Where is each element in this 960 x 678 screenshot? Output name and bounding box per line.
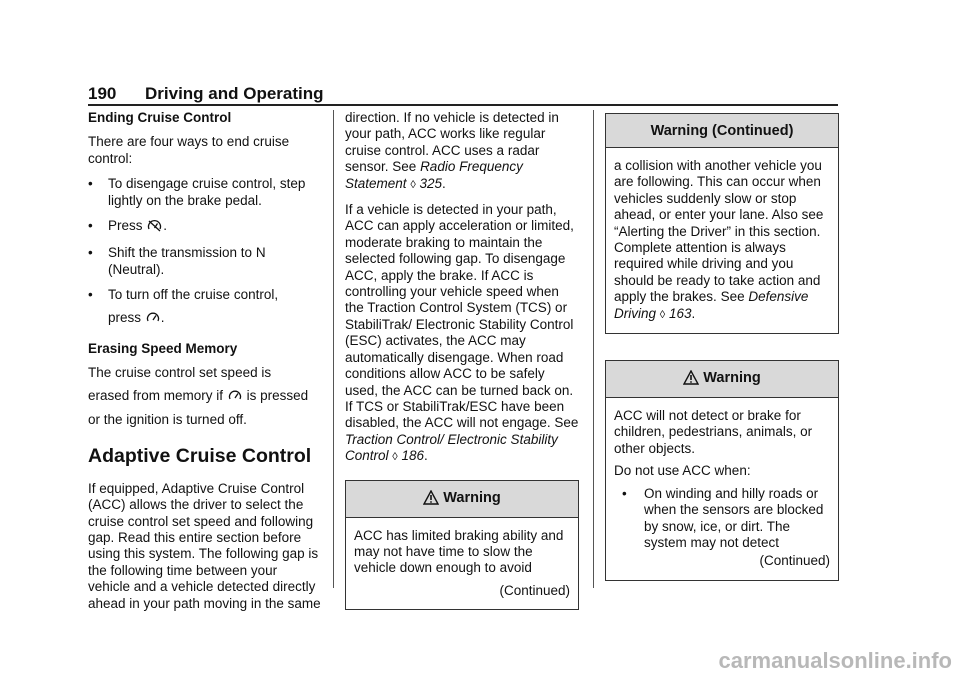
acc-intro-text: If equipped, Adaptive Cruise Control (ACC) allows the driver to select the cruise control set speed and following gap. Read this entire section before using this system. The following gap is the following time between your vehicle and a vehicle detected directly ahead in your path moving in the same <box>88 480 321 611</box>
warning-header <box>606 114 838 148</box>
warning-text <box>614 158 830 323</box>
erasing-text-a: erased from memory if <box>88 387 224 403</box>
erasing-speed-text-1: The cruise control set speed is <box>88 365 272 381</box>
page-header <box>88 84 838 106</box>
column-1 <box>88 110 322 621</box>
watermark-text: carmanualsonline.info <box>718 648 952 673</box>
bullet-text: On winding and hilly roads or when the sensors are blocked by snow, ice, or dirt. The system may not detect <box>644 485 824 550</box>
warning-triangle-icon <box>683 370 699 390</box>
warning-text: ACC will not detect or brake for children, pedestrians, animals, or other objects. <box>614 408 813 456</box>
adaptive-cruise-heading: Adaptive Cruise Control <box>88 444 312 467</box>
watermark <box>0 648 960 678</box>
xref-arrow: ◊ <box>659 308 666 321</box>
list-item <box>88 287 322 328</box>
bullet-text: Press <box>108 218 143 234</box>
list-item <box>88 176 322 209</box>
xref-arrow: ◊ <box>392 451 398 464</box>
warning-title: Warning <box>443 489 501 506</box>
cruise-onoff-icon <box>146 311 160 328</box>
xref-arrow: ◊ <box>410 178 416 191</box>
column-3 <box>605 110 839 581</box>
period: . <box>160 309 165 325</box>
erasing-text-b: is pressed <box>246 387 309 403</box>
warning-triangle-icon <box>423 490 439 510</box>
warning-text: Do not use ACC when: <box>614 463 751 479</box>
column-2 <box>345 110 579 610</box>
bullet-marker: • <box>88 176 93 192</box>
defensive-driving-link[interactable]: Defensive Driving <box>614 289 809 321</box>
cruise-onoff-icon <box>228 389 242 406</box>
warning-body <box>346 518 578 610</box>
page-ref[interactable]: 186 <box>401 448 425 464</box>
period: . <box>163 218 168 234</box>
warning-body <box>606 398 838 580</box>
acc-paragraph-1 <box>345 110 579 193</box>
list-item <box>88 218 322 236</box>
warning-text: ACC has limited braking ability and may not have time to slow the vehicle down enough to avoid <box>354 527 564 576</box>
warning-text-main: a collision with another vehicle you are following. This can occur when vehicles suddenly slow or stop ahead, or enter your lane. Also see “Alerting the Driver” in this section. Complete attention is always required while driving and you should be ready to take action and apply the brakes. See <box>614 158 824 305</box>
column-divider-2 <box>593 110 594 588</box>
ending-cruise-heading: Ending Cruise Control <box>88 110 232 125</box>
warning-box <box>605 360 839 581</box>
erasing-speed-text-2 <box>88 388 322 406</box>
page-ref[interactable]: 325 <box>419 175 443 191</box>
radio-frequency-link[interactable]: Radio Frequency Statement <box>345 159 523 191</box>
bullet-marker: • <box>88 245 93 261</box>
warning-box <box>605 113 839 334</box>
bullet-text: Shift the transmission to N (Neutral). <box>108 245 266 277</box>
acc-paragraph-2-text: If a vehicle is detected in your path, ACC can apply acceleration or limited, moderate braking to maintain the selected following gap. To disengage ACC, apply the brake. If ACC is controlling your vehicle speed when the Traction Control System (TCS) or StabiliTrak/ Electronic Stability Control (ESC) activates, the ACC may automatically disengage. When road conditions allow ACC to be safely used, the ACC can be turned back on. If TCS or StabiliTrak/ESC have been disabled, the ACC will not engage. See <box>345 202 579 431</box>
continued-label: (Continued) <box>759 553 830 569</box>
bullet-text: To disengage cruise control, step lightly on the brake pedal. <box>108 176 306 208</box>
bullet-text: press <box>108 309 142 325</box>
bullet-marker: • <box>88 218 93 234</box>
acc-paragraph-2 <box>345 202 579 466</box>
warning-title: Warning (Continued) <box>650 123 794 139</box>
column-divider-1 <box>333 110 334 588</box>
warning-box <box>345 480 579 611</box>
erasing-speed-text-3: or the ignition is turned off. <box>88 412 247 428</box>
list-item <box>88 245 322 278</box>
period: . <box>424 448 428 464</box>
list-item <box>614 486 830 552</box>
erasing-speed-heading: Erasing Speed Memory <box>88 341 238 357</box>
section-title: Driving and Operating <box>145 84 324 103</box>
continued-label: (Continued) <box>499 582 570 598</box>
period: . <box>442 175 446 191</box>
warning-title: Warning <box>703 370 761 387</box>
cruise-cancel-icon <box>147 219 162 236</box>
warning-body <box>606 148 838 333</box>
page-number: 190 <box>88 84 117 103</box>
ending-cruise-intro: There are four ways to end cruise control: <box>88 134 290 166</box>
acc-paragraph-1-text: direction. If no vehicle is detected in your path, ACC works like regular cruise control. ACC uses a radar sensor. See <box>345 110 559 175</box>
period: . <box>691 305 696 321</box>
bullet-marker: • <box>88 287 93 303</box>
bullet-text: To turn off the cruise control, <box>108 287 279 303</box>
traction-control-link[interactable]: Traction Control/ Electronic Stability Control <box>345 431 558 464</box>
warning-header <box>606 361 838 398</box>
page-ref[interactable]: 163 <box>668 305 692 321</box>
header-rule <box>88 104 838 106</box>
bullet-marker: • <box>622 485 627 501</box>
warning-header <box>346 481 578 518</box>
